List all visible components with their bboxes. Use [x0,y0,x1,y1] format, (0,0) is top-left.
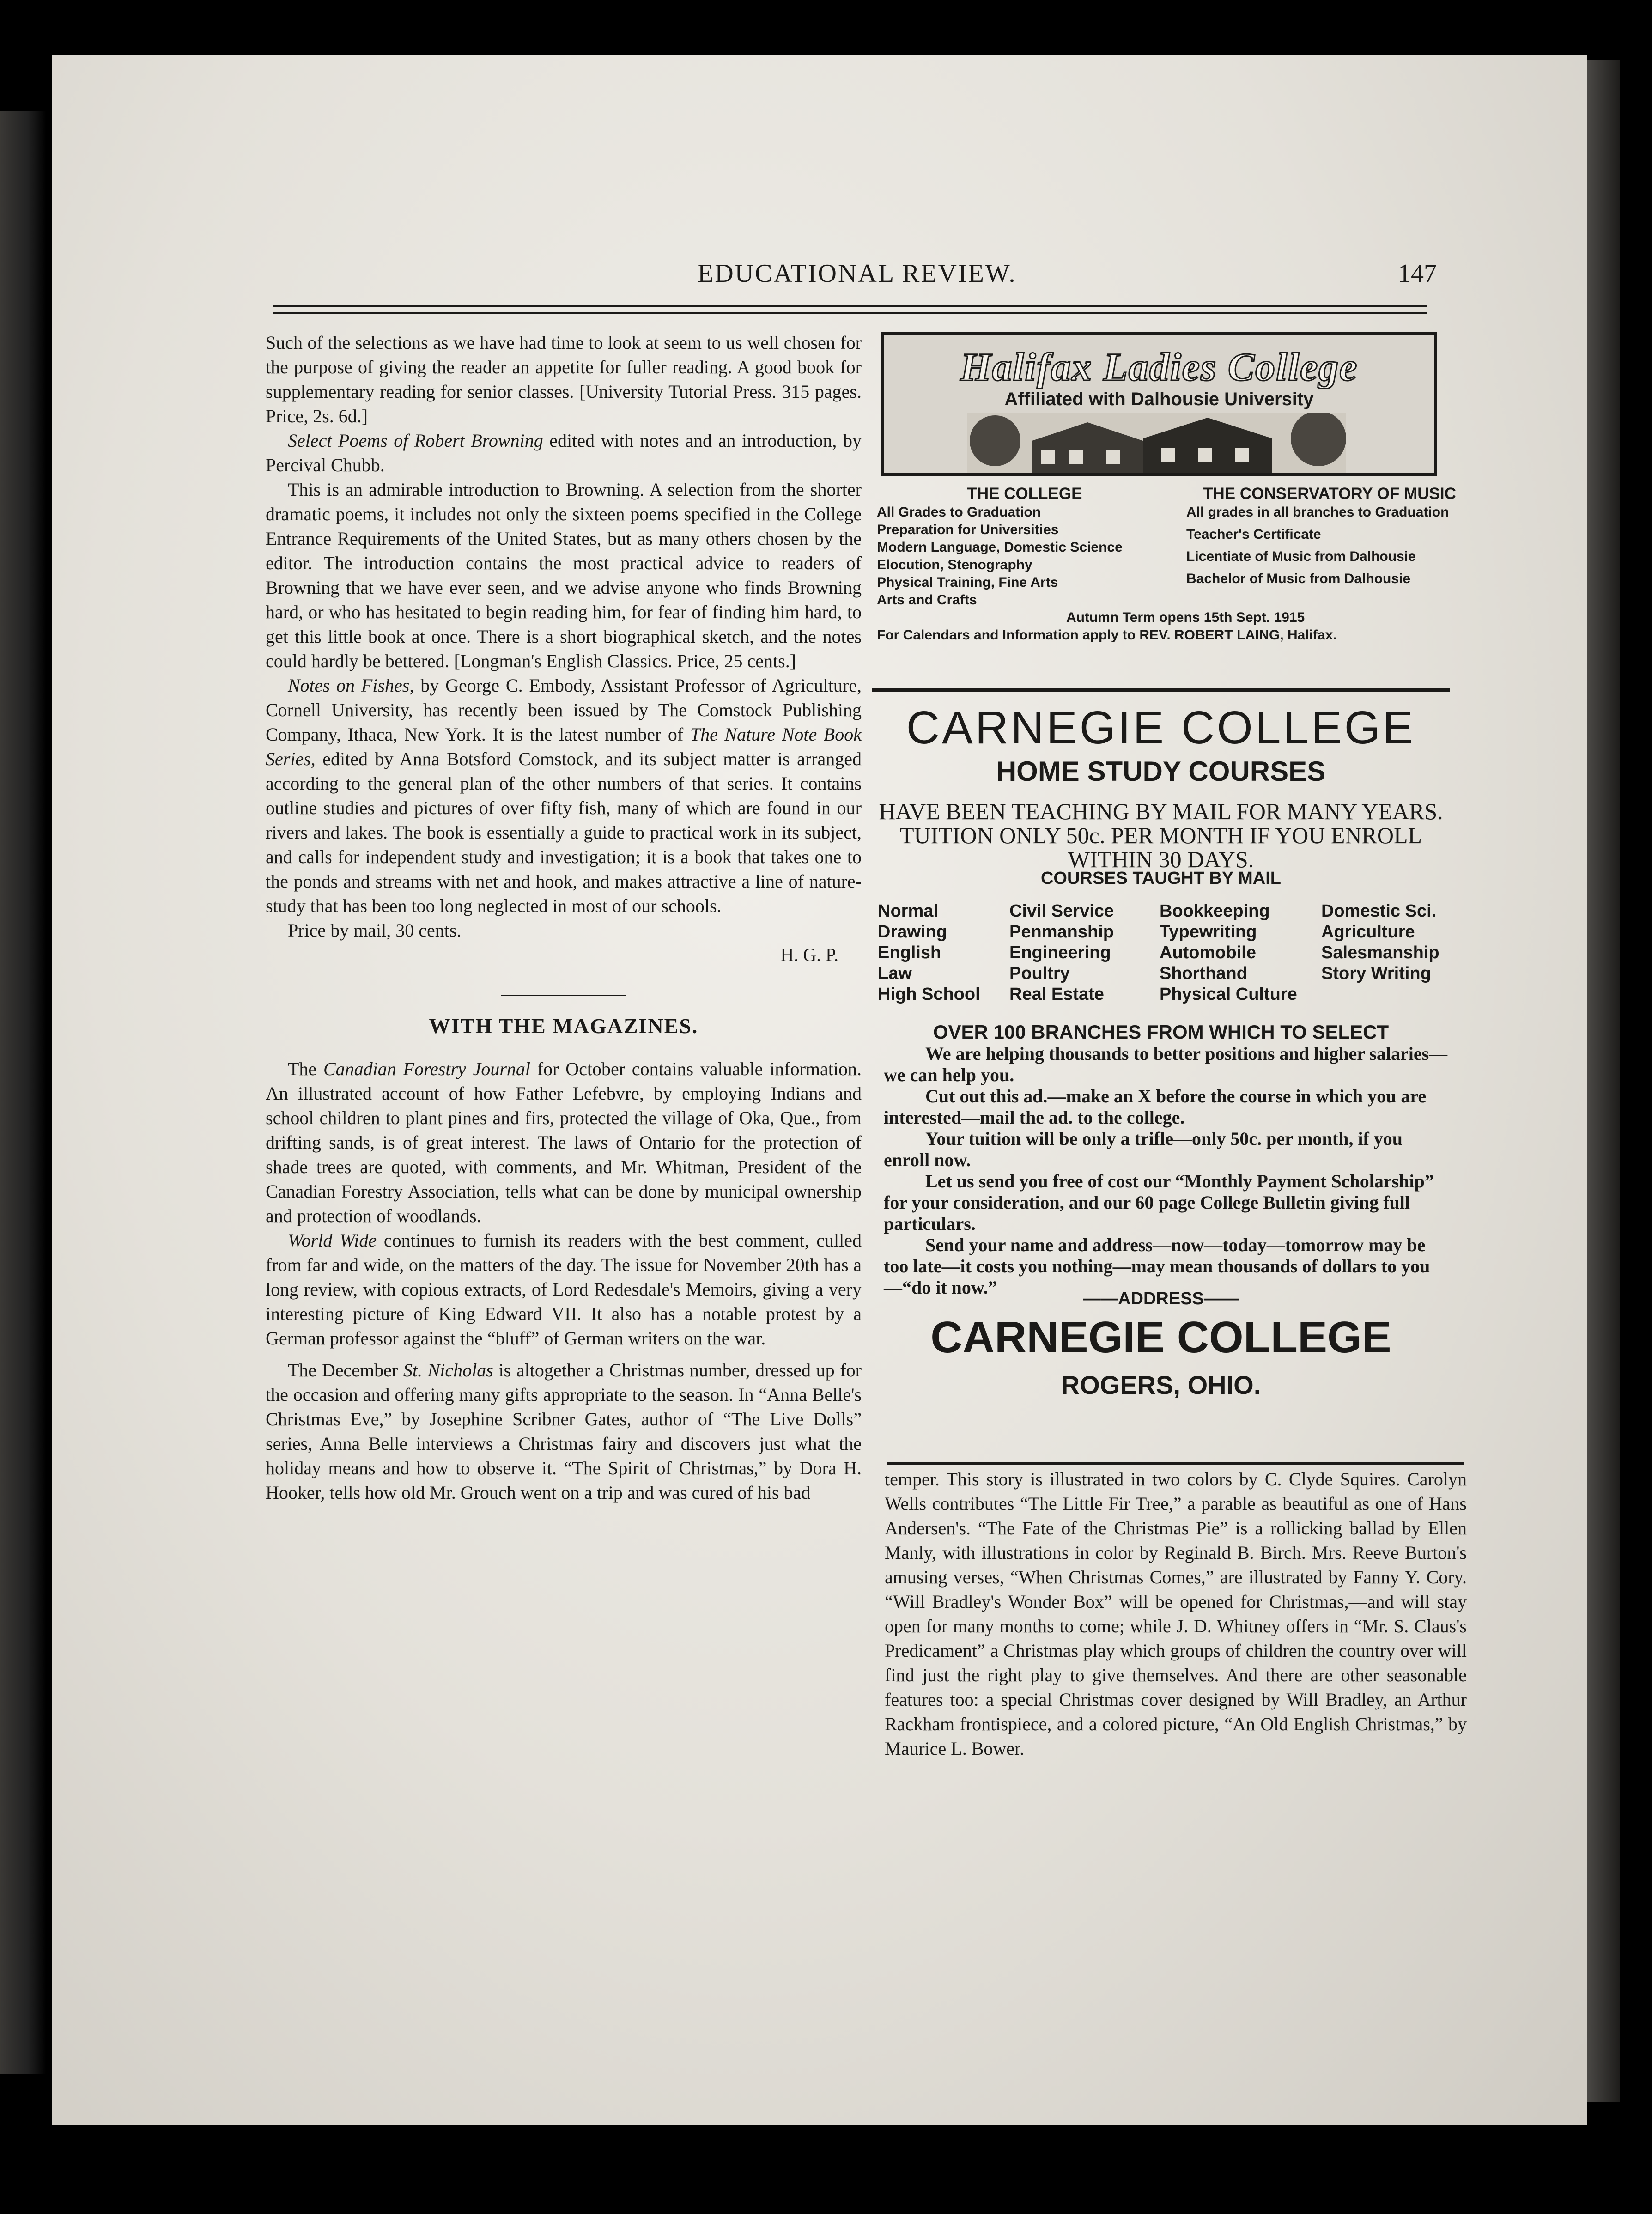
course-item: Civil Service [1009,901,1114,921]
college-item: Arts and Crafts [877,592,977,608]
page-header [263,259,1437,296]
halifax-ladies-college-ad [872,332,1468,664]
course-item: Engineering [1009,943,1111,962]
college-list [877,485,1172,609]
magazine-text: continues to furnish its readers with the best comment, culled from far and wide, on the matters of the day. The issue for November 20th has a long review, with copious extracts, of Lord Redesdale's Memoirs, giving a very interesting picture of King Edward VII. It also has a notable protest by a German professor against the “bluff” of German writers on the war. [266,1230,862,1349]
ad-paragraph: We are helping thousands to better positions and higher salaries—we can help you. [884,1043,1448,1085]
ad-paragraph: Cut out this ad.—make an X before the course in which you are interested—mail the ad. to the college. [884,1086,1427,1128]
ad-paragraph: Send your name and address—now—today—tomorrow may be too late—it costs you nothing—may mean thousands of dollars to you—“do it now.” [884,1235,1430,1298]
term-and-contact [872,609,1468,644]
course-item: Normal [878,901,938,921]
college-affiliation: Affiliated with Dalhousie University [1004,389,1314,409]
column-divider [887,1462,1464,1465]
book-binding-edge [0,111,46,2074]
book-title: Select Poems of Robert Browning [288,430,543,451]
left-column [266,330,862,1505]
review-paragraph [266,428,862,477]
course-item: English [878,943,941,962]
magazine-title: World Wide [288,1230,377,1251]
course-column [1160,901,1297,1005]
college-building-illustration [967,413,1346,473]
college-item: Modern Language, Domestic Science [877,540,1123,555]
ad-location: ROGERS, OHIO. [1061,1370,1261,1399]
course-item: Domestic Sci. [1321,901,1437,921]
course-item: Automobile [1160,943,1256,962]
magazine-title: Canadian Forestry Journal [323,1058,531,1079]
branches-heading: OVER 100 BRANCHES FROM WHICH TO SELECT [933,1021,1389,1043]
ad-divider [872,688,1450,692]
magazine-paragraph [266,1358,862,1505]
running-title: EDUCATIONAL REVIEW. [698,259,1017,288]
contact-line: For Calendars and Information apply to REV. ROBERT LAING, Halifax. [877,627,1337,643]
series-title: The Nature Note Book Series [266,724,862,769]
ad-tuition-text: HAVE BEEN TEACHING BY MAIL FOR MANY YEARS. TUITION ONLY 50c. PER MONTH IF YOU ENROLL WITHIN 30 DAYS. [879,798,1443,872]
course-item: Story Writing [1321,964,1431,983]
ad-paragraph: Let us send you free of cost our “Monthly Payment Scholarship” for your consideration, and our 60 page College Bulletin giving full particulars. [884,1171,1434,1234]
conservatory-list [1186,485,1473,588]
college-item: Preparation for Universities [877,522,1059,537]
course-item: Typewriting [1160,922,1257,942]
course-item: Law [878,964,912,983]
conservatory-item: Teacher's Certificate [1186,527,1321,542]
ad-paragraph: Your tuition will be only a trifle—only 50c. per month, if you enroll now. [884,1128,1403,1170]
page-stack-edge [1587,60,1620,2102]
address-label: ——ADDRESS—— [1083,1289,1239,1308]
magazine-title: St. Nicholas [403,1360,493,1381]
magazine-text: The December [288,1360,403,1381]
course-item: Shorthand [1160,964,1247,983]
ad-title-repeat: CARNEGIE COLLEGE [930,1313,1391,1362]
college-item: All Grades to Graduation [877,505,1041,520]
header-rule [273,305,1427,314]
course-item: Physical Culture [1160,985,1297,1004]
review-paragraph [266,673,862,918]
courses-grid [878,901,1455,1016]
course-item: Drawing [878,922,947,942]
college-item: Physical Training, Fine Arts [877,575,1058,590]
review-text: , by George C. Embody, Assistant Professor of Agriculture, Cornell University, has recently been issued by The Comstock Publishing Company, Ithaca, New York. It is the latest number of [266,675,862,745]
conservatory-item: All grades in all branches to Graduation [1186,505,1449,520]
magazine-continuation: temper. This story is illustrated in two colors by C. Clyde Squires. Carolyn Wells contributes “The Little Fir Tree,” a parable as beautiful as one of Hans Andersen's. “The Fate of the Christmas Pie” is a rollicking ballad by Ellen Manly, with illustrations in color by Reginald B. Birch. Mrs. Reeve Burton's amusing verses, “When Christmas Comes,” are illustrated by Fanny Y. Cory. “Will Bradley's Wonder Box” will be opened for Christmas,—and will stay open for many months to come; while J. D. Whitney offers in “Mr. S. Claus's Predicament” a Christmas play which groups of children the country over will find just the right play to give themselves. And there are other seasonable features too: a special Christmas cover designed by Will Bradley, an Arthur Rackham frontispiece, and a colored picture, “An Old English Christmas,” by Maurice L. Bower. [885,1469,1467,1759]
book-title: Notes on Fishes [288,675,410,696]
conservatory-heading: THE CONSERVATORY OF MUSIC [1203,485,1456,503]
college-item: Elocution, Stenography [877,557,1032,572]
ad-body [884,1043,1450,1298]
right-column-text [885,1467,1467,1761]
course-column [1321,901,1439,984]
section-title: WITH THE MAGAZINES. [429,1014,698,1038]
course-item: Agriculture [1321,922,1415,942]
review-paragraph: Such of the selections as we have had time to look at seem to us well chosen for the purpose of giving the reader an appetite for fuller reading. A good book for supplementary reading for senior classes. [University Tutorial Press. 315 pages. Price, 2s. 6d.] [266,332,862,426]
ad-subtitle: HOME STUDY COURSES [996,756,1326,787]
ad-title: CARNEGIE COLLEGE [906,702,1416,754]
college-banner [881,332,1437,476]
college-heading: THE COLLEGE [967,485,1082,503]
conservatory-item: Bachelor of Music from Dalhousie [1186,571,1411,586]
course-item: Real Estate [1009,985,1104,1004]
course-item: High School [878,985,980,1004]
review-text: edited with notes and an introduction, by Percival Chubb. [266,430,862,475]
section-divider [501,995,626,996]
reviewer-signature: H. G. P. [780,944,838,965]
course-item: Salesmanship [1321,943,1439,962]
magazine-paragraph [266,1228,862,1350]
magazine-text: The [288,1058,323,1079]
conservatory-item: Licentiate of Music from Dalhousie [1186,549,1416,564]
course-column [1009,901,1114,1005]
course-item: Poultry [1009,964,1070,983]
course-item: Bookkeeping [1160,901,1270,921]
magazine-text: for October contains valuable information. An illustrated account of how Father Lefebvre, by employing Indians and school children to plant pines and firs, protected the village of Oka, Que., from drifting sands, is of great interest. The laws of Ontario for the protection of shade trees are quoted, with comments, and Mr. Whitman, President of the Canadian Forestry Association, tells what can be done by municipal ownership and protection of woodlands. [266,1058,862,1226]
course-column [878,901,980,1005]
magazine-text: is altogether a Christmas number, dressed up for the occasion and offering many gifts appropriate to the season. In “Anna Belle's Christmas Eve,” by Josephine Scribner Gates, author of “The Live Dolls” series, Anna Belle interviews a Christmas fairy and discovers just what the holiday means and how to observe it. “The Spirit of Christmas,” by Dora H. Hooker, tells how old Mr. Grouch went on a trip and was cured of his bad [266,1360,862,1503]
term-line: Autumn Term opens 15th Sept. 1915 [1066,610,1305,625]
price-line: Price by mail, 30 cents. [288,920,462,941]
magazine-paragraph [266,1057,862,1228]
courses-heading: COURSES TAUGHT BY MAIL [1040,869,1282,888]
review-text: , edited by Anna Botsford Comstock, and its subject matter is arranged according to the general plan of the other numbers of that series. It contains outline studies and pictures of over fifty fish, many of which are found in our rivers and lakes. The book is essentially a guide to practical work in its subject, and calls for independent study and investigation; it is a book that takes one to the ponds and streams with net and hook, and makes attractive a line of nature-study that has been too long neglected in most of our schools. [266,748,862,916]
college-name: Halifax Ladies College [960,345,1358,389]
course-item: Penmanship [1009,922,1114,942]
carnegie-college-ad [872,698,1468,1400]
review-paragraph: This is an admirable introduction to Browning. A selection from the shorter dramatic poems, it includes not only the sixteen poems specified in the College Entrance Requirements of the United States, but as many others chosen by the editor. The introduction contains the most practical advice to readers of Browning that we have ever seen, and we advise anyone who finds Browning hard, or who has hesitated to begin reading him, for fear of finding him hard, to get this little book at once. There is a short biographical sketch, and the notes could hardly be bettered. [Longman's English Classics. Price, 25 cents.] [266,479,862,671]
page-number: 147 [1398,259,1437,288]
